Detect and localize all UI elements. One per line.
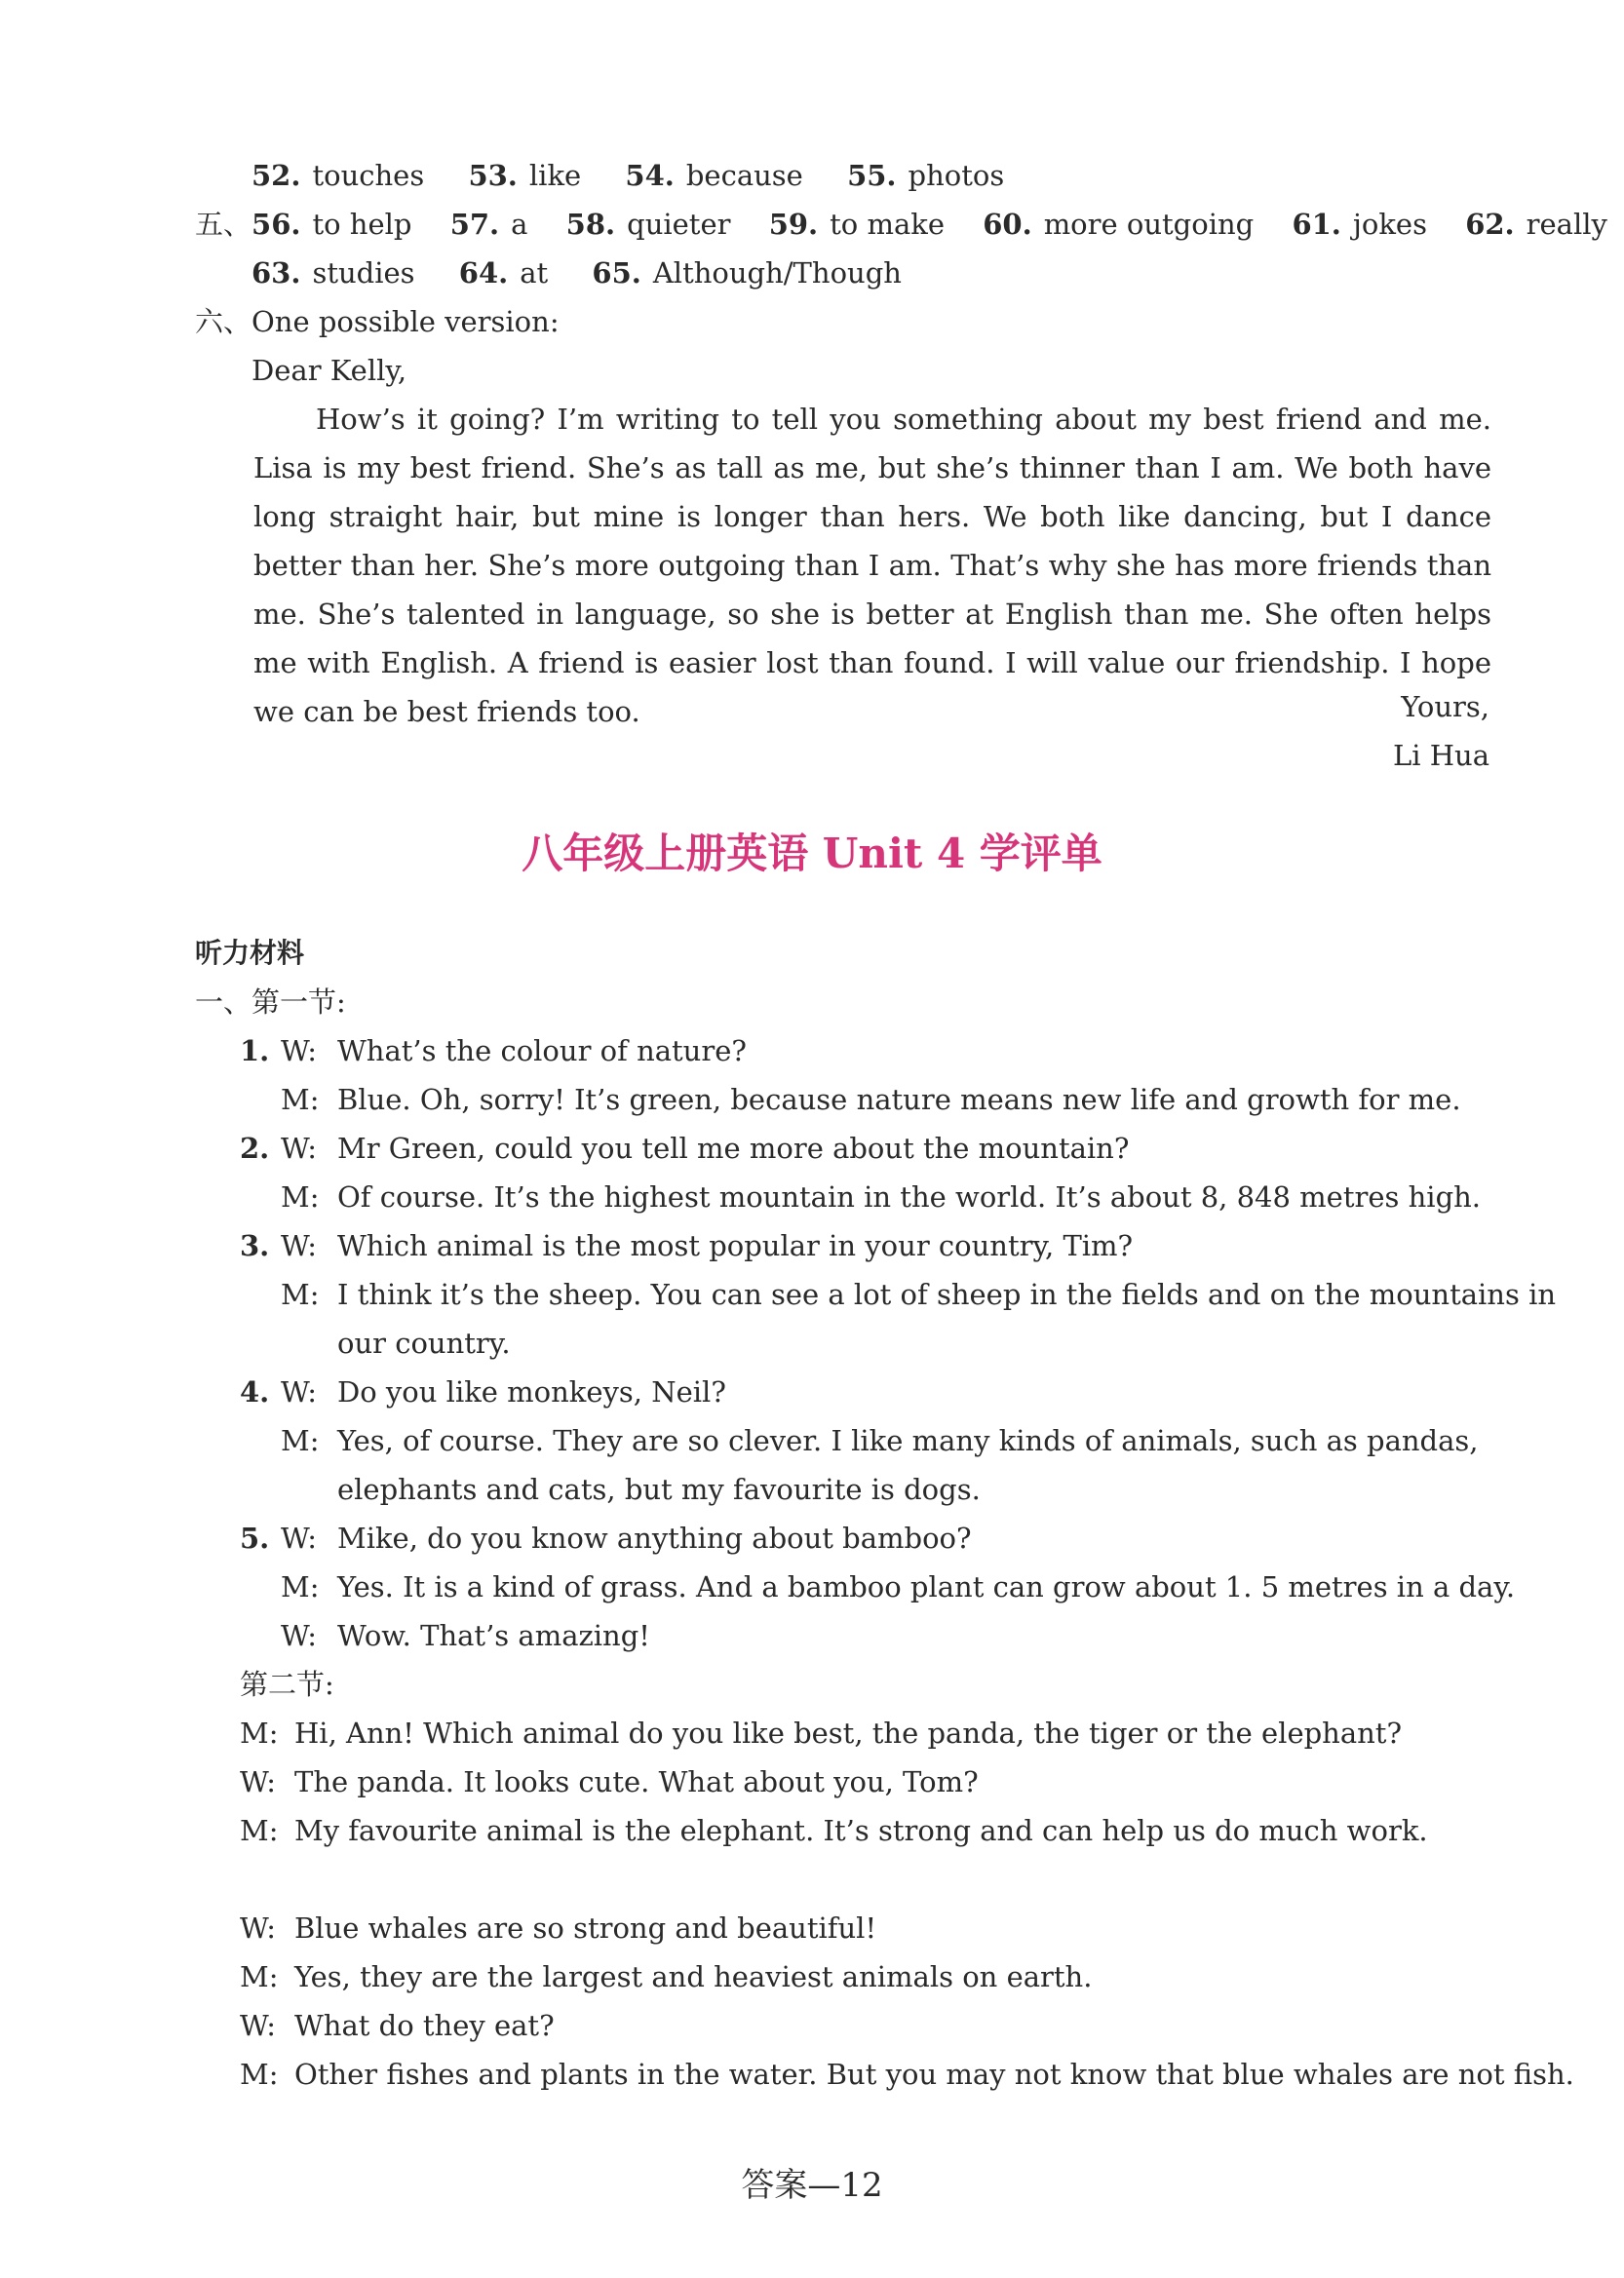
letter-closing: Yours, xyxy=(1401,690,1489,723)
dialog-1-line-1: M: Hi, Ann! Which animal do you like best, the panda, the tiger or the elephant? xyxy=(240,1717,1403,1750)
dialog-2-line-2: M: Yes, they are the largest and heaviest animals on earth. xyxy=(240,1960,1093,1993)
writing-label: 六、One possible version: xyxy=(195,305,560,338)
dialog-line-continued: elephants and cats, but my favourite is dogs. xyxy=(337,1473,981,1506)
dialog-line: M: Yes. It is a kind of grass. And a bamboo plant can grow about 1. 5 metres in a day. xyxy=(281,1570,1516,1603)
letter-signature: Li Hua xyxy=(1392,739,1489,772)
listening-item-4: 4. W: Do you like monkeys, Neil? xyxy=(240,1375,726,1409)
answer-row-2: 五、56. to help 57. a 58. quieter 59. to make 60. more outgoing 61. jokes 62. really xyxy=(195,208,1607,241)
letter-body: How’s it going? I’m writing to tell you something about my best friend and me. Lisa is my best friend. She’s as tall as me, but she’s thinner than I am. We both have long straight hair, but mine is longer than hers. We both like dancing, but I dance better than her. She’s more outgoing than I am. That’s why she has more friends than me. She’s talented in language, so she is better at English than me. She often helps me with English. A friend is easier lost than found. I will value our friendship. I hope we can be best friends too. xyxy=(253,403,1491,728)
dialog-line: M: Blue. Oh, sorry! It’s green, because nature means new life and growth for me. xyxy=(281,1083,1461,1116)
unit-title: 八年级上册英语 Unit 4 学评单 xyxy=(522,830,1102,877)
dialog-1-line-3: M: My favourite animal is the elephant. It’s strong and can help us do much work. xyxy=(240,1814,1428,1847)
dialog-line: M: Of course. It’s the highest mountain in the world. It’s about 8, 848 metres high. xyxy=(281,1180,1482,1214)
dialog-2-line-4: M: Other fishes and plants in the water. But you may not know that blue whales are not fish. xyxy=(240,2058,1574,2091)
listening-item-2: 2. W: Mr Green, could you tell me more about the mountain? xyxy=(240,1132,1130,1165)
dialog-1-line-2: W: The panda. It looks cute. What about you, Tom? xyxy=(240,1765,979,1798)
letter-salutation: Dear Kelly, xyxy=(251,354,407,387)
part-2-label: 第二节: xyxy=(240,1668,334,1701)
listening-item-1: 1. W: What’s the colour of nature? xyxy=(240,1034,747,1067)
dialog-line: M: I think it’s the sheep. You can see a lot of sheep in the fields and on the mountains in xyxy=(281,1278,1557,1311)
listening-item-5: 5. W: Mike, do you know anything about bamboo? xyxy=(240,1522,972,1555)
listening-heading: 听力材料 xyxy=(195,937,305,969)
page-number: 答案—12 xyxy=(741,2166,883,2205)
answer-row-3: 63. studies 64. at 65. Although/Though xyxy=(251,256,902,290)
dialog-2-line-3: W: What do they eat? xyxy=(240,2009,555,2042)
dialog-line: M: Yes, of course. They are so clever. I like many kinds of animals, such as pandas, xyxy=(281,1424,1479,1457)
dialog-2-line-1: W: Blue whales are so strong and beautiful! xyxy=(240,1911,877,1945)
section-5-label: 五、 xyxy=(195,208,252,241)
dialog-line-continued: our country. xyxy=(337,1327,511,1360)
answer-row-1: 52. touches 53. like 54. because 55. photos xyxy=(251,159,1005,192)
dialog-line: W: Wow. That’s amazing! xyxy=(281,1619,650,1652)
part-1-label: 一、第一节: xyxy=(195,985,346,1019)
listening-item-3: 3. W: Which animal is the most popular in your country, Tim? xyxy=(240,1229,1134,1262)
